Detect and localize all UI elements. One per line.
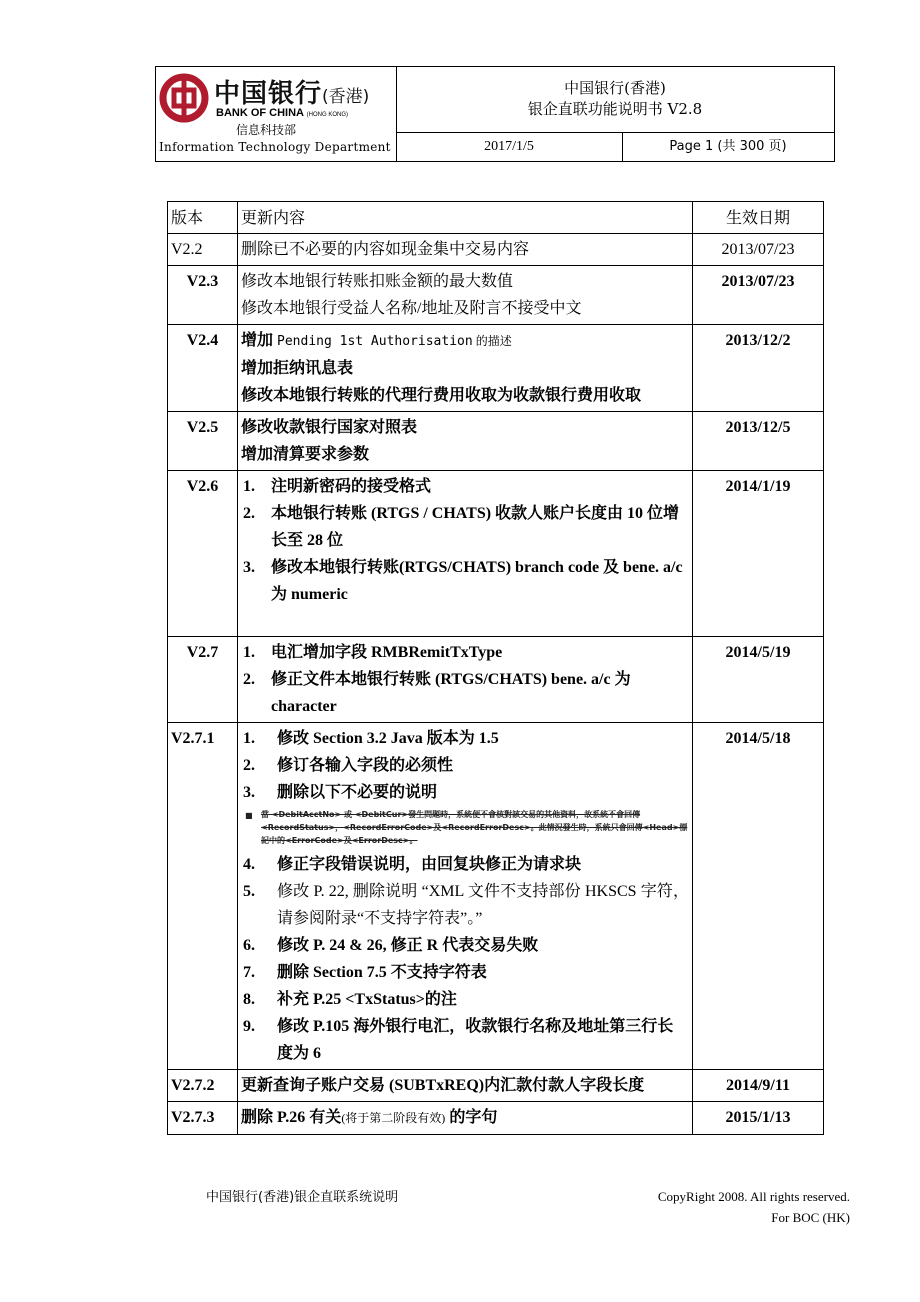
content-cell xyxy=(238,412,693,471)
date-cell: 2014/5/18 xyxy=(693,723,824,1070)
content-line: 增加 Pending 1st Authorisation 的描述 xyxy=(241,332,512,349)
date-cell: 2013/12/5 xyxy=(693,412,824,471)
date-cell: 2013/12/2 xyxy=(693,325,824,412)
title-line-2: 银企直联功能说明书 V2.8 xyxy=(527,100,703,118)
struck-through-note: ■ 當 <DebitAcctNo> 或 <DebitCur>發生問題時，系統便不會核對該交易的其他資料，故系統不會回傳<RecordStatus>，<RecordErrorCode>及<RecordErrorDesc>。此情況發生時，系統只會回傳<Head>標記中的<ErrorCode>及<ErrorDesc>。 xyxy=(245,810,688,845)
content-cell xyxy=(238,1102,693,1135)
square-bullet-icon: ■ xyxy=(245,811,253,820)
header-content: 更新内容 xyxy=(238,202,693,234)
department-chinese: 信息科技部 xyxy=(236,123,297,137)
department-english: Information Technology Department xyxy=(159,140,391,154)
content-cell xyxy=(238,471,693,637)
content-cell xyxy=(238,325,693,412)
header-version: 版本 xyxy=(168,202,238,234)
list-item: 1. 注明新密码的接受格式 xyxy=(243,478,432,495)
table-row xyxy=(168,1102,824,1135)
list-item: 1. 电汇增加字段 RMBRemitTxType xyxy=(243,644,503,661)
table-header-row xyxy=(168,202,824,234)
list-item: 2. 修订各输入字段的必须性 xyxy=(243,757,454,774)
date-cell: 2013/07/23 xyxy=(693,234,824,266)
date-cell: 2015/1/13 xyxy=(693,1102,824,1135)
content-line: 修改收款银行国家对照表 xyxy=(241,419,418,436)
content-cell xyxy=(238,266,693,325)
list-item: 5. 修改 P. 22, 删除说明 “XML 文件不支持部份 HKSCS 字符，请参阅附录“不支持字符表”。” xyxy=(243,883,689,927)
copyright-owner: For BOC (HK) xyxy=(771,1210,850,1225)
list-item: 3. 修改本地银行转账(RTGS/CHATS) branch code 及 bene. a/c 为 numeric xyxy=(243,559,683,603)
title-line-1: 中国银行(香港) xyxy=(564,79,666,97)
bank-of-china-logo-icon xyxy=(159,73,209,123)
version-cell: V2.2 xyxy=(168,234,238,266)
content-line: 删除已不必要的内容如现金集中交易内容 xyxy=(241,241,530,258)
version-cell: V2.6 xyxy=(168,471,238,637)
document-title xyxy=(396,67,834,133)
logo-cell xyxy=(156,67,397,161)
list-item: 1. 修改 Section 3.2 Java 版本为 1.5 xyxy=(243,730,499,747)
content-cell xyxy=(238,234,693,266)
date-cell: 2013/07/23 xyxy=(693,266,824,325)
document-date: 2017/1/5 xyxy=(396,133,623,161)
list-item: 2. 修正文件本地银行转账 (RTGS/CHATS) bene. a/c 为 character xyxy=(243,671,631,715)
date-cell: 2014/5/19 xyxy=(693,637,824,723)
content-cell xyxy=(238,637,693,723)
content-line: 删除 P.26 有关(将于第二阶段有效) 的字句 xyxy=(241,1109,498,1126)
logo-chinese-name: 中国银行(香港) xyxy=(214,79,370,109)
content-cell xyxy=(238,723,693,1070)
version-cell: V2.7.1 xyxy=(168,723,238,1070)
table-row xyxy=(168,1070,824,1102)
version-cell: V2.7.3 xyxy=(168,1102,238,1135)
version-cell: V2.7.2 xyxy=(168,1070,238,1102)
list-item: 4. 修正字段错误说明，由回复块修正为请求块 xyxy=(243,856,582,873)
list-item: 7. 删除 Section 7.5 不支持字符表 xyxy=(243,964,487,981)
table-row xyxy=(168,266,824,325)
list-item: 8. 补充 P.25 <TxStatus>的注 xyxy=(243,991,457,1008)
list-item: 2. 本地银行转账 (RTGS / CHATS) 收款人账户长度由 10 位增长至 28 位 xyxy=(243,505,680,549)
list-item: 3. 删除以下不必要的说明 xyxy=(243,784,438,801)
version-cell: V2.5 xyxy=(168,412,238,471)
content-cell xyxy=(238,1070,693,1102)
version-cell: V2.7 xyxy=(168,637,238,723)
footer-document-name: 中国银行(香港)银企直联系统说明 xyxy=(206,1190,399,1205)
content-line: 更新查询子账户交易 (SUBTxREQ)内汇款付款人字段长度 xyxy=(241,1077,645,1094)
version-history-table xyxy=(167,201,824,1135)
page-number: Page 1 (共 300 页) xyxy=(669,139,787,154)
version-cell: V2.3 xyxy=(168,266,238,325)
table-row xyxy=(168,412,824,471)
copyright-line: CopyRight 2008. All rights reserved. xyxy=(657,1189,850,1204)
table-row xyxy=(168,723,824,1070)
content-line: 增加拒纳讯息表 xyxy=(241,360,354,377)
table-row xyxy=(168,234,824,266)
table-row xyxy=(168,637,824,723)
list-item: 9. 修改 P.105 海外银行电汇，收款银行名称及地址第三行长度为 6 xyxy=(243,1018,674,1062)
footer-copyright xyxy=(658,1186,850,1228)
logo-english-name: BANK OF CHINA (HONG KONG) xyxy=(216,107,348,119)
content-line: 增加清算要求参数 xyxy=(241,446,370,463)
date-cell: 2014/1/19 xyxy=(693,471,824,637)
content-line: 修改本地银行转账扣账金额的最大数值 xyxy=(241,273,514,290)
date-cell: 2014/9/11 xyxy=(693,1070,824,1102)
document-header xyxy=(155,66,835,162)
version-cell: V2.4 xyxy=(168,325,238,412)
header-date: 生效日期 xyxy=(693,202,824,234)
content-line: 修改本地银行受益人名称/地址及附言不接受中文 xyxy=(241,300,582,317)
table-row xyxy=(168,471,824,637)
content-line: 修改本地银行转账的代理行费用收取为收款银行费用收取 xyxy=(241,387,642,404)
table-row xyxy=(168,325,824,412)
list-item: 6. 修改 P. 24 & 26, 修正 R 代表交易失败 xyxy=(243,937,539,954)
